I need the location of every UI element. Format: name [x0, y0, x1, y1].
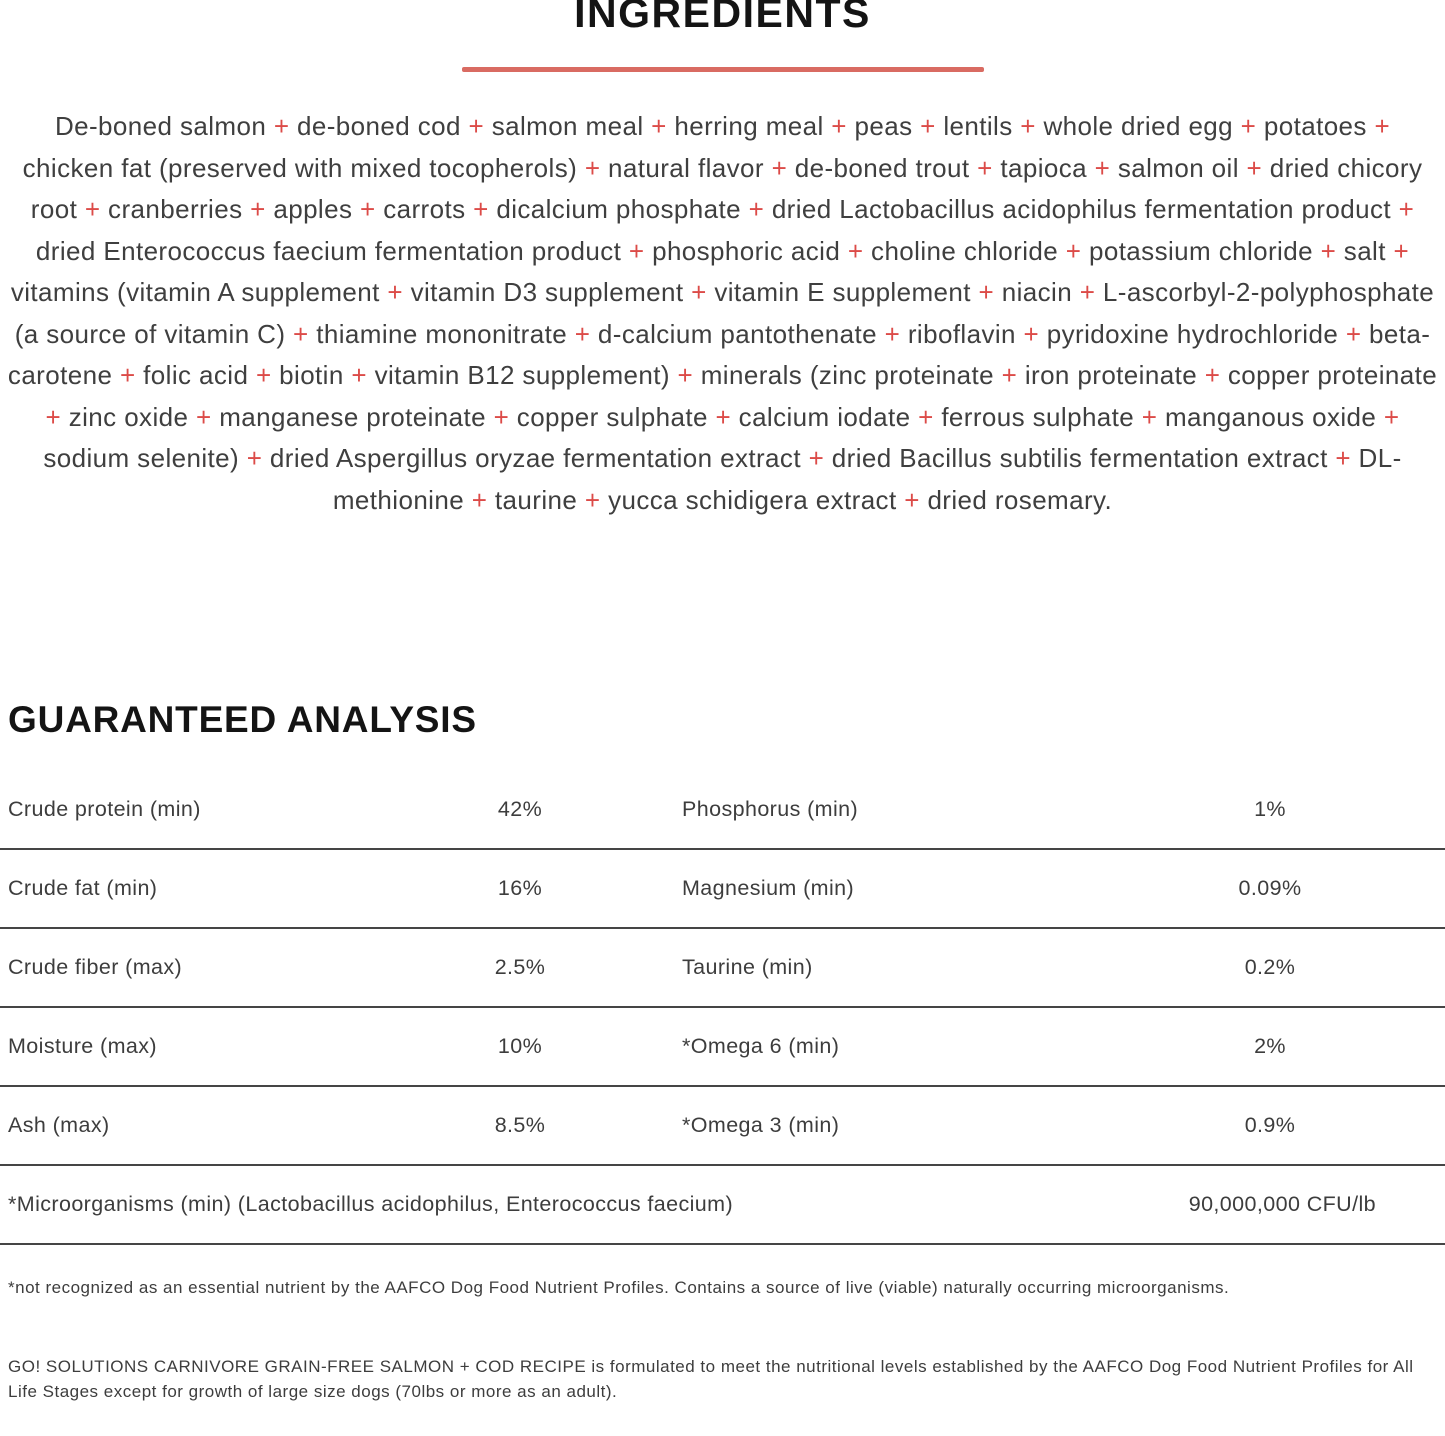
- plus-separator: +: [748, 194, 765, 224]
- plus-separator: +: [493, 401, 510, 432]
- plus-separator: +: [471, 484, 488, 515]
- nutrient-value-left: 42%: [497, 797, 543, 821]
- microorganisms-value: 90,000,000 CFU/lb: [1188, 1192, 1376, 1216]
- nutrient-value-right: 0.9%: [1244, 1113, 1296, 1137]
- plus-separator: +: [360, 194, 376, 224]
- nutrient-label-right: Taurine (min): [682, 955, 813, 979]
- plus-separator: +: [651, 111, 667, 141]
- nutrient-value-left: 2.5%: [494, 955, 546, 979]
- plus-separator: +: [1001, 360, 1018, 390]
- plus-separator: +: [246, 443, 263, 473]
- microorganisms-label: *Microorganisms (min) (Lactobacillus acidophilus, Enterococcus faecium): [8, 1192, 734, 1216]
- nutrient-label-left: Crude protein (min): [8, 797, 201, 821]
- formulation-statement: GO! SOLUTIONS CARNIVORE GRAIN-FREE SALMON + COD RECIPE is formulated to meet the nutritional levels established by the AAFCO Dog Food Nutrient Profiles for All Life Stages except for growth of large size dogs (70lbs or more as an adult).: [8, 1357, 1414, 1401]
- plus-separator: +: [1141, 401, 1158, 432]
- plus-separator: +: [831, 111, 847, 141]
- nutrient-label-left: Crude fiber (max): [8, 955, 183, 979]
- plus-separator: +: [1246, 152, 1263, 183]
- nutrient-label-right: *Omega 6 (min): [682, 1034, 840, 1058]
- plus-separator: +: [1398, 194, 1415, 224]
- guaranteed-analysis-table: [0, 771, 1445, 1166]
- plus-separator: +: [884, 318, 901, 349]
- plus-separator: +: [1020, 111, 1036, 141]
- plus-separator: +: [473, 194, 489, 224]
- ingredients-title: INGREDIENTS: [574, 0, 871, 36]
- nutrient-label-right: Magnesium (min): [682, 876, 855, 900]
- nutrient-label-left: Moisture (max): [8, 1034, 157, 1058]
- nutrient-value-right: 1%: [1254, 797, 1286, 821]
- plus-separator: +: [1240, 111, 1257, 141]
- plus-separator: +: [255, 360, 272, 390]
- plus-separator: +: [918, 401, 934, 432]
- microorganisms-row: [0, 1166, 1445, 1245]
- analysis-row: [0, 1087, 1445, 1166]
- title-underline: [462, 67, 984, 72]
- plus-separator: +: [1374, 111, 1391, 141]
- plus-separator: +: [84, 194, 101, 224]
- plus-separator: +: [1065, 235, 1082, 266]
- nutrient-label-left: Ash (max): [8, 1113, 110, 1137]
- plus-separator: +: [847, 235, 864, 266]
- plus-separator: +: [715, 401, 732, 432]
- nutrient-value-left: 10%: [497, 1034, 543, 1058]
- guaranteed-analysis-title: GUARANTEED ANALYSIS: [8, 699, 477, 740]
- analysis-row: [0, 771, 1445, 850]
- nutrient-value-left: 16%: [497, 876, 543, 900]
- plus-separator: +: [977, 152, 993, 183]
- plus-separator: +: [468, 111, 485, 141]
- plus-separator: +: [273, 111, 290, 141]
- plus-separator: +: [808, 443, 825, 473]
- plus-separator: +: [387, 277, 403, 307]
- plus-separator: +: [584, 152, 601, 183]
- plus-separator: +: [1094, 152, 1111, 183]
- nutrient-label-right: *Omega 3 (min): [682, 1113, 840, 1137]
- plus-separator: +: [574, 318, 591, 349]
- nutrient-value-right: 2%: [1254, 1034, 1286, 1058]
- analysis-row: [0, 929, 1445, 1008]
- plus-separator: +: [250, 194, 266, 224]
- plus-separator: +: [1345, 318, 1362, 349]
- nutrient-value-right: 0.09%: [1238, 876, 1302, 900]
- analysis-row: [0, 850, 1445, 929]
- plus-separator: +: [1393, 235, 1410, 266]
- ingredients-text: De-boned salmon + de-boned cod + salmon meal + herring meal + peas + lentils + whole dried egg + potatoes + chicken fat (preserved with mixed tocopherols) + natural flavor + de-boned trout + tapioca + salmon oil + dried chicory root + cranberries + apples + carrots + dicalcium phosphate + dried Lactobacillus acidophilus fermentation product + dried Enterococcus faecium fermentation product + phosphoric acid + choline chloride + potassium chloride + salt + vitamins (vitamin A supplement + vitamin D3 supplement + vitamin E supplement + niacin + L-ascorbyl-2-polyphosphate (a source of vitamin C) + thiamine mononitrate + d-calcium pantothenate + riboflavin + pyridoxine hydrochloride + beta-carotene + folic acid + biotin + vitamin B12 supplement) + minerals (zinc proteinate + iron proteinate + copper proteinate + zinc oxide + manganese proteinate + copper sulphate + calcium iodate + ferrous sulphate + manganous oxide + sodium selenite) + dried Aspergillus oryzae fermentation extract + dried Bacillus subtilis fermentation extract + DL-methionine + taurine + yucca schidigera extract + dried rosemary.: [7, 111, 1438, 515]
- analysis-row: [0, 1008, 1445, 1087]
- plus-separator: +: [45, 401, 62, 432]
- plus-separator: +: [1320, 235, 1337, 266]
- plus-separator: +: [978, 277, 995, 307]
- plus-separator: +: [1079, 277, 1096, 307]
- plus-separator: +: [195, 401, 212, 432]
- aafco-footnote: *not recognized as an essential nutrient by the AAFCO Dog Food Nutrient Profiles. Contains a source of live (viable) naturally occurring microorganisms.: [8, 1278, 1230, 1297]
- plus-separator: +: [1023, 318, 1040, 349]
- nutrient-value-right: 0.2%: [1244, 955, 1296, 979]
- nutrient-value-left: 8.5%: [494, 1113, 546, 1137]
- plus-separator: +: [119, 360, 136, 390]
- plus-separator: +: [1204, 360, 1221, 390]
- plus-separator: +: [1383, 401, 1400, 432]
- nutrient-label-left: Crude fat (min): [8, 876, 158, 900]
- nutrient-label-right: Phosphorus (min): [682, 797, 859, 821]
- plus-separator: +: [771, 152, 788, 183]
- plus-separator: +: [1335, 443, 1351, 473]
- plus-separator: +: [584, 484, 601, 515]
- plus-separator: +: [677, 360, 694, 390]
- plus-separator: +: [920, 111, 936, 141]
- plus-separator: +: [904, 484, 920, 515]
- plus-separator: +: [293, 318, 309, 349]
- plus-separator: +: [351, 360, 367, 390]
- plus-separator: +: [691, 277, 707, 307]
- plus-separator: +: [628, 235, 645, 266]
